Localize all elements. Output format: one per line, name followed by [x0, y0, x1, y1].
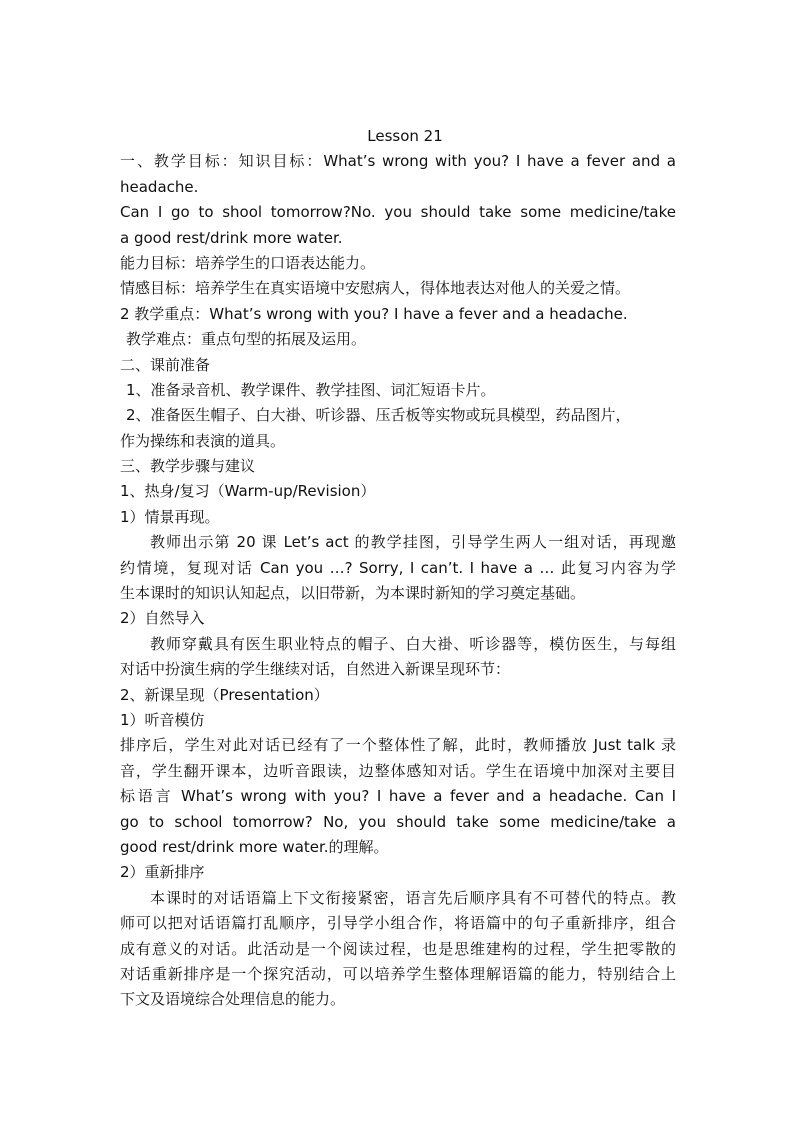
- text-line: Can I go to shool tomorrow?No. you should take some medicine/take: [120, 203, 676, 222]
- text-line: 能力目标：培养学生的口语表达能力。: [120, 253, 376, 272]
- text-line: 2、准备医生帽子、白大褂、听诊器、压舌板等实物或玩具模型，药品图片，: [126, 406, 631, 425]
- text-line: go to school tomorrow? No, you should take some medicine/take a: [120, 812, 676, 831]
- text-line: 情感目标：培养学生在真实语境中安慰病人，得体地表达对他人的关爱之情。: [120, 279, 631, 298]
- text-line: 一、教学目标：知识目标：What’s wrong with you? I have a fever and a: [120, 152, 676, 171]
- text-line: 教学难点：重点句型的拓展及运用。: [126, 330, 367, 349]
- text-line: 2、新课呈现（Presentation）: [120, 685, 329, 704]
- text-line: 本课时的对话语篇上下文衔接紧密，语言先后顺序具有不可替代的特点。教: [150, 888, 676, 907]
- text-line: 成有意义的对话。此活动是一个阅读过程，也是思维建构的过程，学生把零散的: [120, 939, 676, 958]
- text-line: 1）情景再现。: [120, 507, 220, 526]
- text-line: 教师穿戴具有医生职业特点的帽子、白大褂、听诊器等，模仿医生，与每组: [150, 634, 676, 653]
- text-line: 生本课时的知识认知起点，以旧带新，为本课时新知的学习奠定基础。: [120, 584, 586, 603]
- text-line: headache.: [120, 177, 199, 196]
- text-line: 下文及语境综合处理信息的能力。: [120, 990, 346, 1009]
- text-line: 音，学生翻开课本，边听音跟读，边整体感知对话。学生在语境中加深对主要目: [120, 761, 676, 780]
- text-line: 2）重新排序: [120, 863, 205, 882]
- text-line: 2 教学重点：What’s wrong with you? I have a fever and a headache.: [120, 304, 628, 323]
- document-title: Lesson 21: [367, 127, 443, 145]
- text-line: 教师出示第 20 课 Let’s act 的教学挂图，引导学生两人一组对话，再现邀: [150, 533, 676, 552]
- text-line: 作为操练和表演的道具。: [120, 431, 286, 450]
- document-page: [120, 124, 676, 1013]
- text-line: 1、准备录音机、教学课件、教学挂图、词汇短语卡片。: [126, 380, 496, 399]
- text-line: 三、教学步骤与建议: [120, 457, 256, 476]
- text-line: 1）听音模仿: [120, 710, 205, 729]
- text-line: 对话中扮演生病的学生继续对话，自然进入新课呈现环节：: [120, 660, 511, 679]
- text-line: 标语言 What’s wrong with you? I have a fever and a headache. Can I: [120, 787, 676, 806]
- text-line: 1、热身/复习（Warm-up/Revision）: [120, 482, 376, 501]
- text-line: 师可以把对话语篇打乱顺序，引导学小组合作，将语篇中的句子重新排序，组合: [120, 914, 676, 933]
- text-line: 约情境，复现对话 Can you …? Sorry, I can’t. I have a … 此复习内容为学: [120, 558, 676, 577]
- text-line: 2）自然导入: [120, 609, 205, 628]
- text-line: 排序后，学生对此对话已经有了一个整体性了解，此时，教师播放 Just talk 录: [120, 736, 676, 755]
- text-line: good rest/drink more water.的理解。: [120, 837, 389, 856]
- text-line: 二、课前准备: [120, 355, 211, 374]
- text-line: a good rest/drink more water.: [120, 228, 343, 247]
- text-line: 对话重新排序是一个探究活动，可以培养学生整体理解语篇的能力，特别结合上: [120, 964, 676, 983]
